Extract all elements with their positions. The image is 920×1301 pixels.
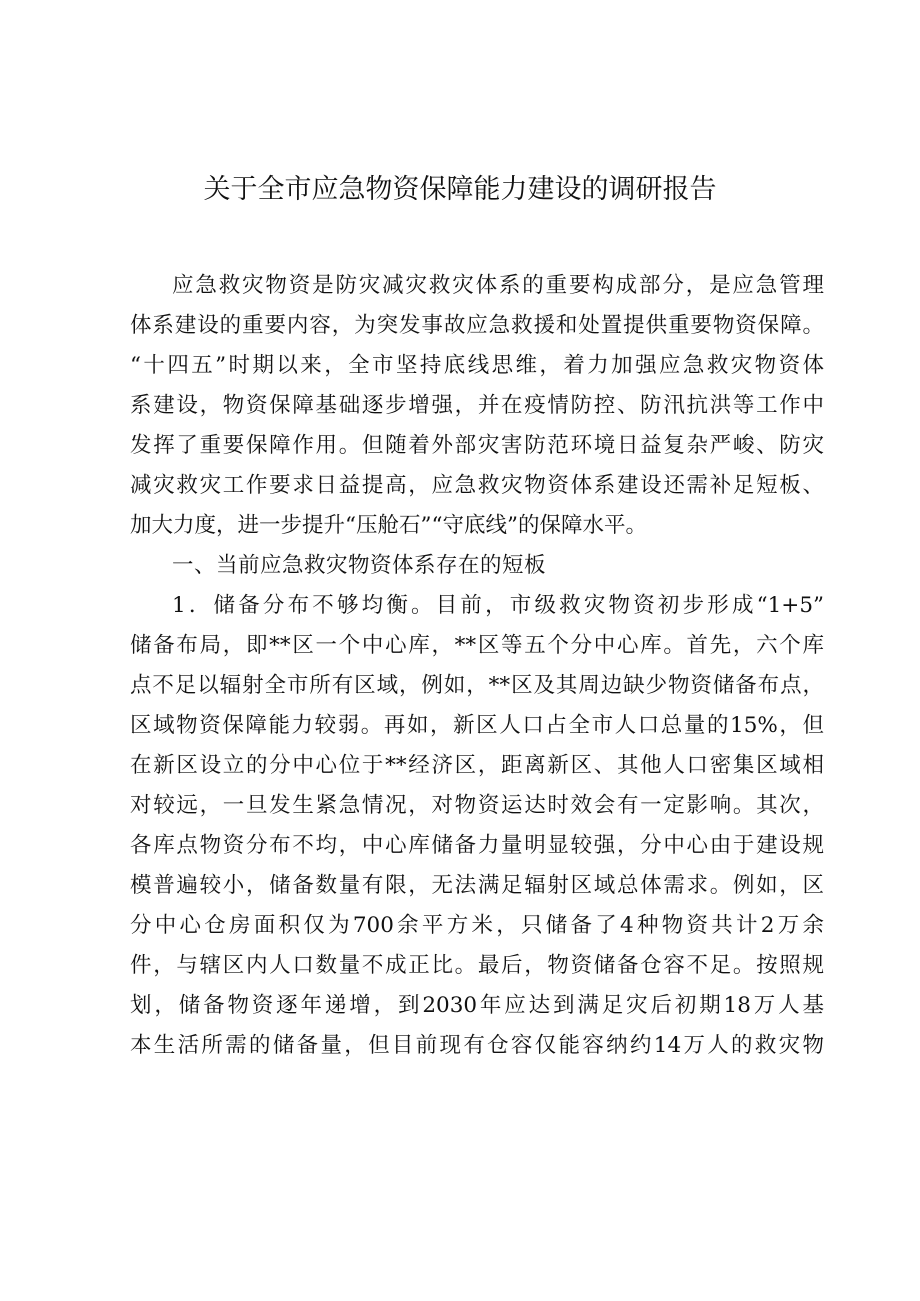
paragraph-line: 区域物资保障能力较弱。再如，新区人口占全市人口总量的15%，但 (130, 713, 824, 738)
paragraph-line: 对较远，一旦发生紧急情况，对物资运达时效会有一定影响。其次， (130, 793, 824, 818)
paragraph-line: 系建设，物资保障基础逐步增强，并在疫情防控、防汛抗洪等工作中 (130, 393, 824, 418)
paragraph-line: 件，与辖区内人口数量不成正比。最后，物资储备仓容不足。按照规 (130, 953, 824, 978)
section-heading: 一、当前应急救灾物资体系存在的短板 (172, 553, 547, 578)
paragraph-line: 体系建设的重要内容，为突发事故应急救援和处置提供重要物资保障。 (130, 313, 824, 338)
paragraph-line: 分中心仓房面积仅为700余平方米，只储备了4种物资共计2万余 (130, 913, 824, 938)
paragraph-line: 模普遍较小，储备数量有限，无法满足辐射区域总体需求。例如，区 (130, 873, 824, 898)
paragraph-line: 在新区设立的分中心位于**经济区，距离新区、其他人口密集区域相 (130, 753, 824, 778)
paragraph-line: 划，储备物资逐年递增，到2030年应达到满足灾后初期18万人基 (130, 993, 824, 1018)
paragraph-line: 减灾救灾工作要求日益提高，应急救灾物资体系建设还需补足短板、 (130, 473, 824, 498)
paragraph-line: “十四五”时期以来，全市坚持底线思维，着力加强应急救灾物资体 (130, 353, 824, 378)
paragraph-line: 1．储备分布不够均衡。目前，市级救灾物资初步形成“1+5” (172, 593, 824, 618)
paragraph-line: 本生活所需的储备量，但目前现有仓容仅能容纳约14万人的救灾物 (130, 1033, 824, 1058)
paragraph-line: 发挥了重要保障作用。但随着外部灾害防范环境日益复杂严峻、防灾 (130, 433, 824, 458)
document-title: 关于全市应急物资保障能力建设的调研报告 (203, 174, 717, 205)
paragraph-line: 储备布局，即**区一个中心库，**区等五个分中心库。首先，六个库 (130, 633, 824, 658)
paragraph-line: 各库点物资分布不均，中心库储备力量明显较强，分中心由于建设规 (130, 833, 824, 858)
paragraph-line: 点不足以辐射全市所有区域，例如，**区及其周边缺少物资储备布点， (130, 673, 824, 698)
paragraph-line: 加大力度，进一步提升“压舱石”“守底线”的保障水平。 (130, 513, 647, 538)
paragraph-line: 应急救灾物资是防灾减灾救灾体系的重要构成部分，是应急管理 (172, 273, 824, 298)
